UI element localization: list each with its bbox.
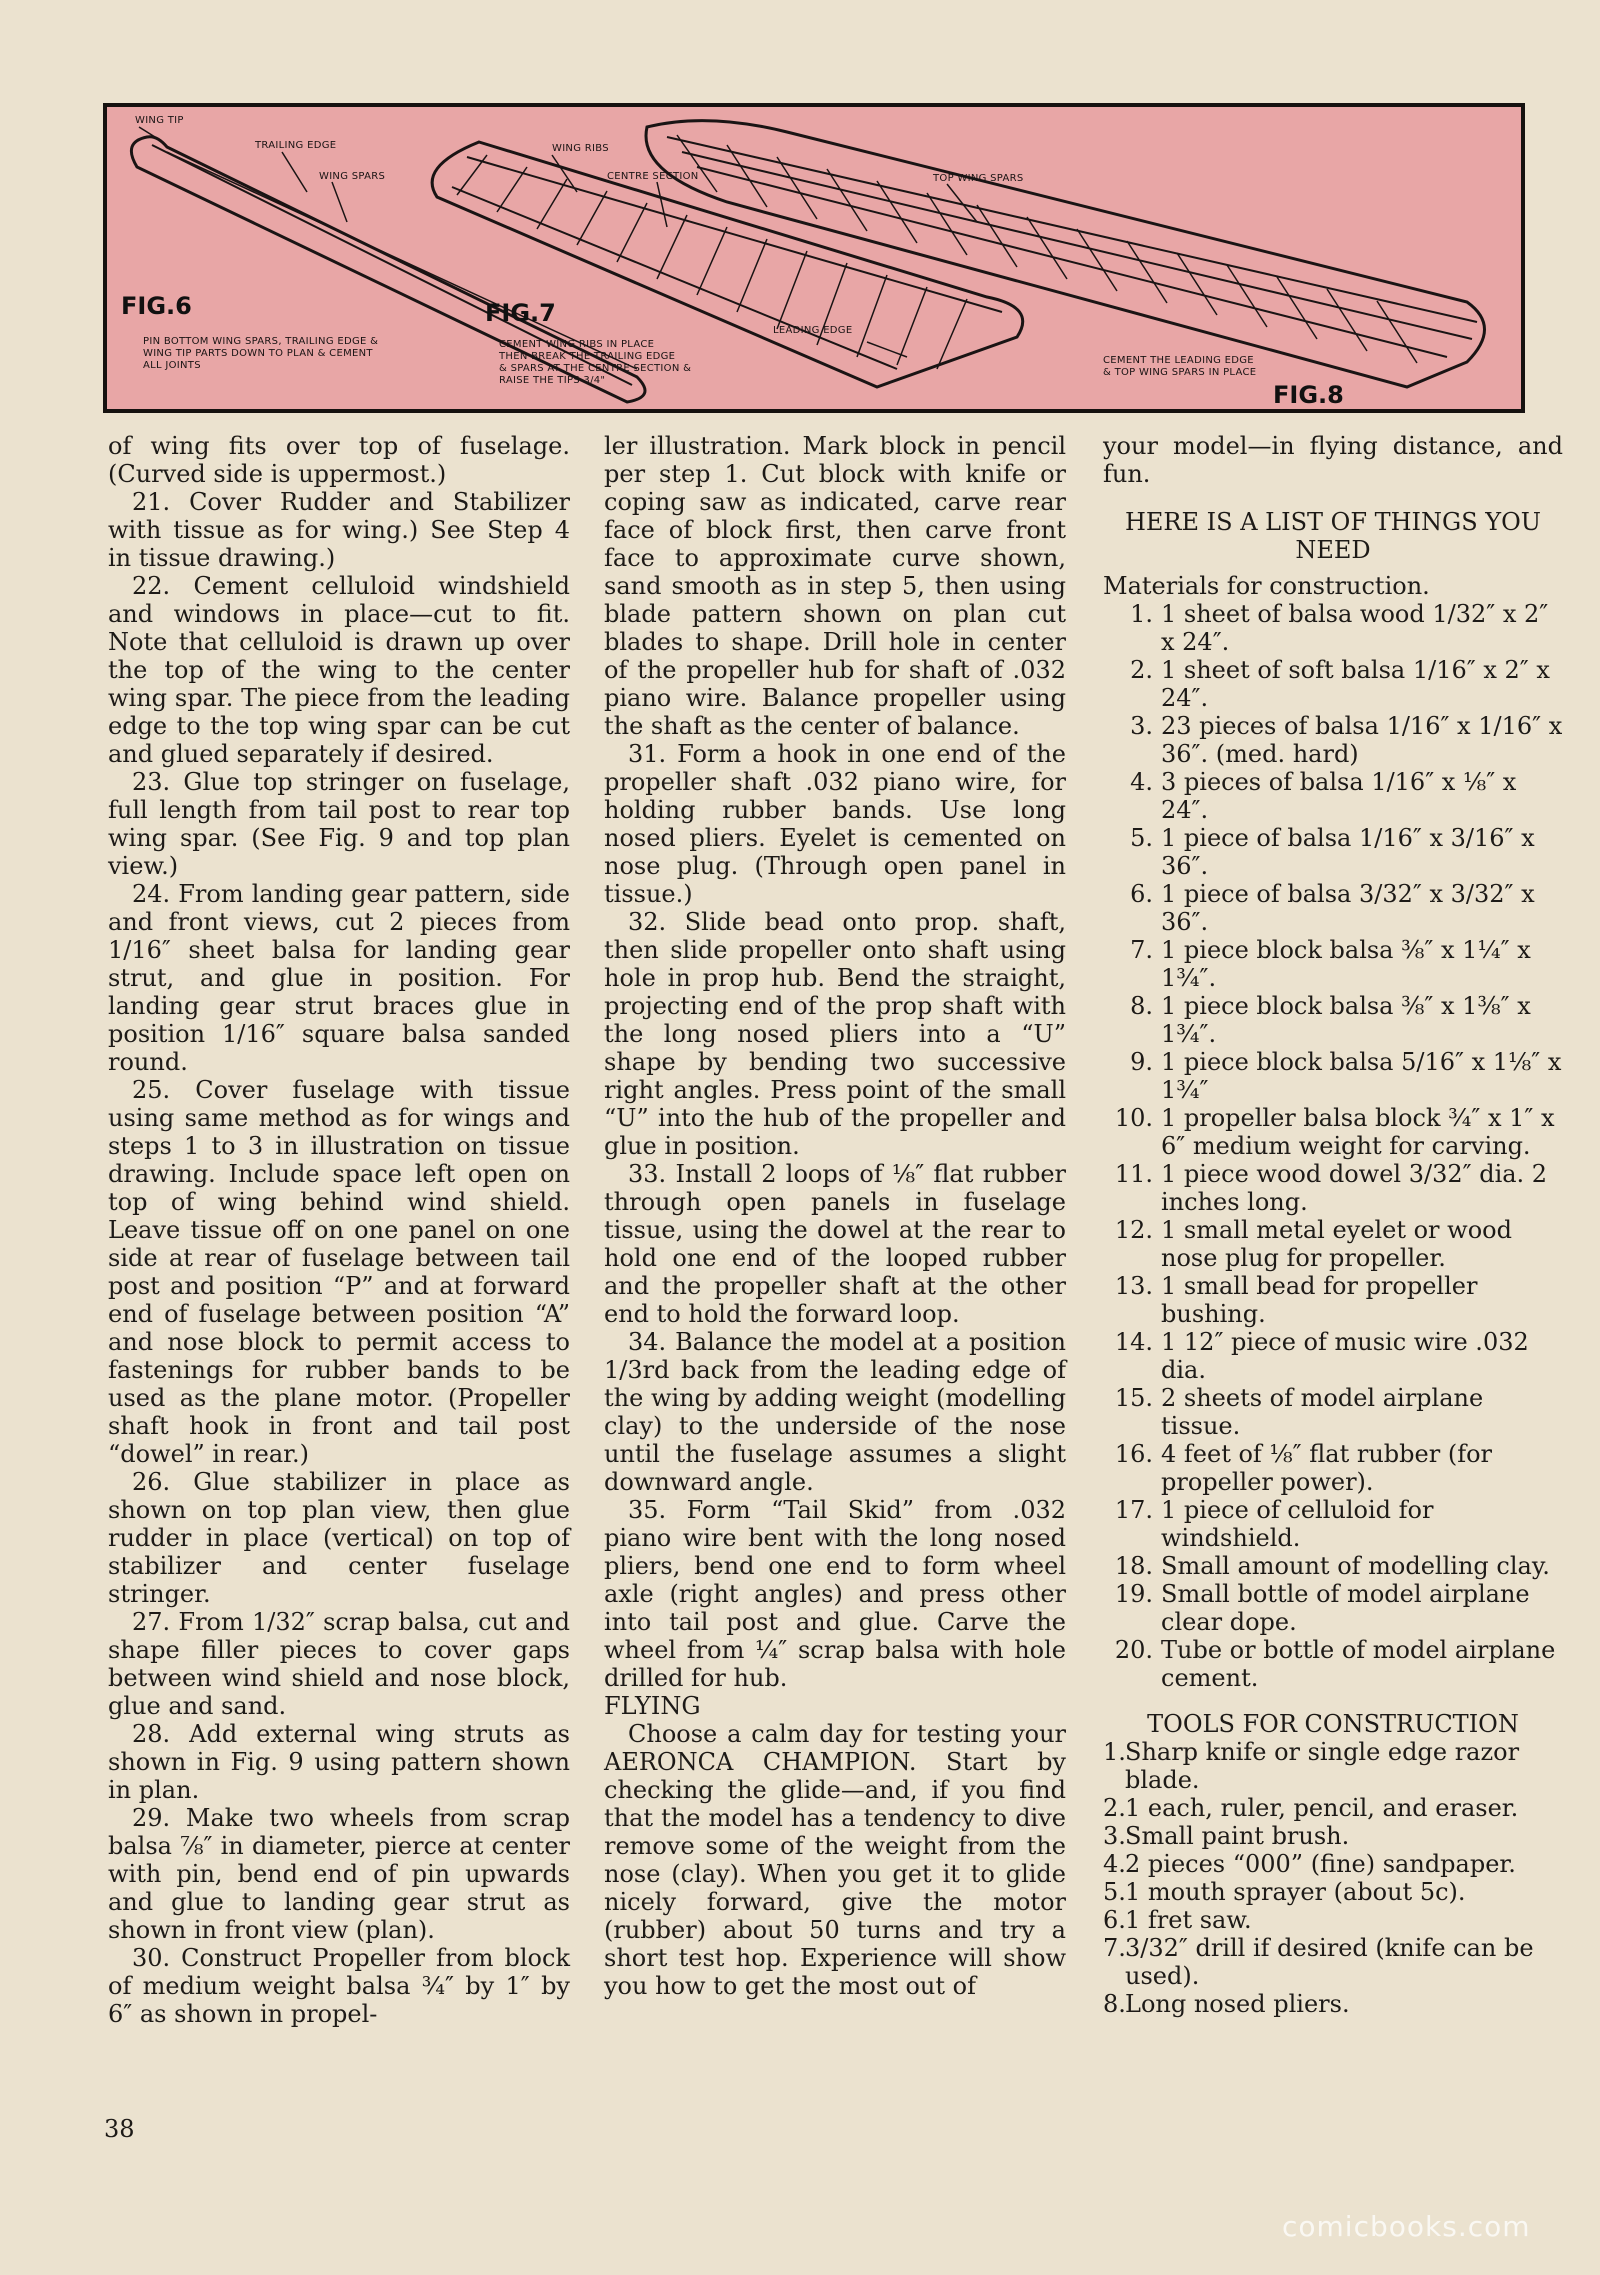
list-item xyxy=(1103,1272,1563,1328)
list-item-number: 5. xyxy=(1103,1878,1126,1906)
list-item xyxy=(1103,1878,1563,1906)
list-item xyxy=(1103,992,1563,1048)
step-23: 23. Glue top stringer on fuselage, full length from tail post to rear top wing spar. (See Fig. 9 and top plan view.) xyxy=(108,768,570,880)
list-item-text: 1 small metal eyelet or wood nose plug for propeller. xyxy=(1161,1216,1512,1272)
tools-heading: TOOLS FOR CONSTRUCTION xyxy=(1147,1710,1519,1738)
list-heading: HERE IS A LIST OF THINGS YOU NEED xyxy=(1124,508,1542,564)
list-item-number: 12. xyxy=(1114,1216,1153,1244)
list-item-text: Long nosed pliers. xyxy=(1125,1990,1350,2018)
fig7-note-line: CEMENT WING RIBS IN PLACE xyxy=(499,339,655,350)
list-item xyxy=(1103,936,1563,992)
list-item-text: 1 piece of celluloid for windshield. xyxy=(1161,1496,1434,1552)
list-item xyxy=(1103,1496,1563,1552)
list-item xyxy=(1103,1934,1563,1990)
list-item-number: 10. xyxy=(1114,1104,1153,1132)
list-item-number: 6. xyxy=(1103,1906,1126,1934)
list-item xyxy=(1103,1160,1563,1216)
list-item xyxy=(1103,1552,1563,1580)
list-item-text: Sharp knife or single edge razor blade. xyxy=(1125,1738,1520,1794)
list-item-number: 15. xyxy=(1114,1384,1153,1412)
fig7-note xyxy=(499,339,691,387)
label-leader-lines xyxy=(139,127,977,357)
list-item-text: Small amount of modelling clay. xyxy=(1161,1552,1550,1580)
continued-text: ler illustration. Mark block in pencil per step 1. Cut block with knife or coping saw as indicated, carve rear face of block first, then carve front face to approximate curve shown, sand smooth as in step 5, then using blade pattern shown on plan cut blades to shape. Drill hole in center of the propeller hub for shaft of .032 piano wire. Balance propeller using the shaft as the center of balance. xyxy=(604,432,1066,740)
step-29: 29. Make two wheels from scrap balsa ⅞″ in diameter, pierce at center with pin, bend end of pin upwards and glue to landing gear strut as shown in front view (plan). xyxy=(108,1804,570,1944)
list-item-number: 5. xyxy=(1130,824,1153,852)
fig7-note-line: RAISE THE TIPS 3/4" xyxy=(499,375,606,386)
label-centre-section: CENTRE SECTION xyxy=(607,171,699,182)
list-item-text: 3 pieces of balsa 1/16″ x ⅛″ x 24″. xyxy=(1161,768,1517,824)
list-item-number: 2. xyxy=(1130,656,1153,684)
list-item-text: 1 sheet of balsa wood 1/32″ x 2″ x 24″. xyxy=(1161,600,1549,656)
step-22: 22. Cement celluloid windshield and windows in place—cut to fit. Note that celluloid is drawn up over the top of the wing to the center wing spar. The piece from the leading edge to the top wing spar can be cut and glued separately if desired. xyxy=(108,572,570,768)
fig6-title: FIG.6 xyxy=(121,292,192,320)
fig7-note-line: THEN BREAK THE TRAILING EDGE xyxy=(499,351,676,362)
list-item-number: 13. xyxy=(1114,1272,1153,1300)
label-wing-ribs: WING RIBS xyxy=(552,143,609,154)
step-30: 30. Construct Propeller from block of medium weight balsa ¾″ by 1″ by 6″ as shown in propel- xyxy=(108,1944,570,2028)
list-item xyxy=(1103,768,1563,824)
list-item-number: 16. xyxy=(1114,1440,1153,1468)
list-item-text: 1 piece of balsa 1/16″ x 3/16″ x 36″. xyxy=(1161,824,1535,880)
list-item-number: 14. xyxy=(1114,1328,1153,1356)
wing-construction-illustration xyxy=(103,103,1525,413)
list-item xyxy=(1103,1906,1563,1934)
tools-list xyxy=(1103,1738,1563,2018)
list-item xyxy=(1103,1990,1563,2018)
list-item-text: 1 12″ piece of music wire .032 dia. xyxy=(1161,1328,1529,1384)
page-number: 38 xyxy=(104,2115,135,2143)
list-item-text: 1 piece block balsa ⅜″ x 1¼″ x 1¾″. xyxy=(1161,936,1531,992)
label-trailing-edge: TRAILING EDGE xyxy=(255,140,337,151)
list-item xyxy=(1103,1440,1563,1496)
list-item-text: 1 small bead for propeller bushing. xyxy=(1161,1272,1478,1328)
materials-label: Materials for construction. xyxy=(1103,572,1430,600)
list-item-number: 18. xyxy=(1114,1552,1153,1580)
fig8-note-line: CEMENT THE LEADING EDGE xyxy=(1103,355,1254,366)
flying-heading: FLYING xyxy=(604,1692,701,1720)
list-item xyxy=(1103,1850,1563,1878)
list-item-text: 4 feet of ⅛″ flat rubber (for propeller power). xyxy=(1161,1440,1492,1496)
list-item-number: 4. xyxy=(1103,1850,1126,1878)
list-item-text: 1 piece block balsa 5/16″ x 1⅛″ x 1¾″ xyxy=(1161,1048,1562,1104)
flying-text: Choose a calm day for testing your AERONCA CHAMPION. Start by checking the glide—and, if you find that the model has a tendency to dive remove some of the weight from the nose (clay). When you get it to glide nicely forward, give the motor (rubber) about 50 turns and try a short test hop. Experience will show you how to get the most out of xyxy=(604,1720,1066,2000)
list-item xyxy=(1103,1636,1563,1692)
list-item xyxy=(1103,1384,1563,1440)
step-26: 26. Glue stabilizer in place as shown on top plan view, then glue rudder in place (vertical) on top of stabilizer and center fuselage stringer. xyxy=(108,1468,570,1608)
list-item-number: 6. xyxy=(1130,880,1153,908)
list-item xyxy=(1103,1328,1563,1384)
fig6-note-line: PIN BOTTOM WING SPARS, TRAILING EDGE & xyxy=(143,336,379,347)
list-item-number: 8. xyxy=(1103,1990,1126,2018)
column-right xyxy=(1103,432,1563,2018)
list-item-text: 2 pieces “000” (fine) sandpaper. xyxy=(1125,1850,1516,1878)
list-item-text: 1 piece of balsa 3/32″ x 3/32″ x 36″. xyxy=(1161,880,1535,936)
list-item xyxy=(1103,880,1563,936)
fig8-title: FIG.8 xyxy=(1273,381,1344,409)
list-item-number: 1. xyxy=(1130,600,1153,628)
fig6-note-line: ALL JOINTS xyxy=(143,360,201,371)
step-33: 33. Install 2 loops of ⅛″ flat rubber through open panels in fuselage tissue, using the dowel at the rear to hold one end of the looped rubber and the propeller shaft at the other end to hold the forward loop. xyxy=(604,1160,1066,1328)
list-item-text: 2 sheets of model airplane tissue. xyxy=(1161,1384,1484,1440)
label-wing-spars: WING SPARS xyxy=(319,171,386,182)
list-item-number: 4. xyxy=(1130,768,1153,796)
list-item xyxy=(1103,824,1563,880)
step-25: 25. Cover fuselage with tissue using same method as for wings and steps 1 to 3 in illustration on tissue drawing. Include space left open on top of wing behind wind shield. Leave tissue off on one panel on one side at rear of fuselage between tail post and position “P” and at forward end of fuselage between position “A” and nose block to permit access to fastenings for rubber bands to be used as the plane motor. (Propeller shaft hook in front and tail post “dowel” in rear.) xyxy=(108,1076,570,1468)
list-item-number: 7. xyxy=(1103,1934,1126,1962)
list-item-text: 1 propeller balsa block ¾″ x 1″ x 6″ medium weight for carving. xyxy=(1161,1104,1555,1160)
list-item xyxy=(1103,600,1563,656)
step-34: 34. Balance the model at a position 1/3rd back from the leading edge of the wing by adding weight (modelling clay) to the underside of the nose until the fuselage assumes a slight downward angle. xyxy=(604,1328,1066,1496)
step-27: 27. From 1/32″ scrap balsa, cut and shape filler pieces to cover gaps between wind shield and nose block, glue and sand. xyxy=(108,1608,570,1720)
column-middle xyxy=(604,432,1066,2000)
continued-text: of wing fits over top of fuselage. (Curved side is uppermost.) xyxy=(108,432,570,488)
fig7-note-line: & SPARS AT THE CENTRE SECTION & xyxy=(499,363,692,374)
label-leading-edge: LEADING EDGE xyxy=(773,325,853,336)
materials-list xyxy=(1103,600,1563,1692)
list-item-text: 1 each, ruler, pencil, and eraser. xyxy=(1125,1794,1519,1822)
label-top-wing-spars: TOP WING SPARS xyxy=(933,173,1024,184)
fig6-note xyxy=(143,336,378,372)
list-item-text: 1 mouth sprayer (about 5c). xyxy=(1125,1878,1466,1906)
list-item-text: 1 fret saw. xyxy=(1125,1906,1252,1934)
list-item xyxy=(1103,1216,1563,1272)
fig8-wing-complete xyxy=(646,121,1485,387)
list-item-number: 17. xyxy=(1114,1496,1153,1524)
watermark: comicbooks.com xyxy=(1282,2210,1531,2243)
list-item-number: 8. xyxy=(1130,992,1153,1020)
step-35: 35. Form “Tail Skid” from .032 piano wire bent with the long nosed pliers, bend one end to form wheel axle (right angles) and press other into tail post and glue. Carve the wheel from ¼″ scrap balsa with hole drilled for hub. xyxy=(604,1496,1066,1692)
list-item-text: 1 sheet of soft balsa 1/16″ x 2″ x 24″. xyxy=(1161,656,1550,712)
step-28: 28. Add external wing struts as shown in Fig. 9 using pattern shown in plan. xyxy=(108,1720,570,1804)
fig8-note-line: & TOP WING SPARS IN PLACE xyxy=(1103,367,1257,378)
step-24: 24. From landing gear pattern, side and front views, cut 2 pieces from 1/16″ sheet balsa for landing gear strut, and glue in position. For landing gear strut braces glue in position 1/16″ square balsa sanded round. xyxy=(108,880,570,1076)
list-item xyxy=(1103,1738,1563,1794)
step-32: 32. Slide bead onto prop. shaft, then slide propeller onto shaft using hole in prop hub. Bend the straight, projecting end of the prop shaft with the long nosed pliers into a “U” shape by bending two successive right angles. Press point of the small “U” into the hub of the propeller and glue in position. xyxy=(604,908,1066,1160)
list-item-number: 3. xyxy=(1103,1822,1126,1850)
list-item xyxy=(1103,1048,1563,1104)
list-item-number: 7. xyxy=(1130,936,1153,964)
list-item xyxy=(1103,1794,1563,1822)
column-left xyxy=(108,432,570,2028)
step-21: 21. Cover Rudder and Stabilizer with tissue as for wing.) See Step 4 in tissue drawing.) xyxy=(108,488,570,572)
list-item-number: 3. xyxy=(1130,712,1153,740)
list-item-number: 1. xyxy=(1103,1738,1126,1766)
list-item-number: 2. xyxy=(1103,1794,1126,1822)
step-31: 31. Form a hook in one end of the propeller shaft .032 piano wire, for holding rubber bands. Use long nosed pliers. Eyelet is cemented on nose plug. (Through open panel in tissue.) xyxy=(604,740,1066,908)
fig8-note xyxy=(1103,355,1256,379)
fig7-title: FIG.7 xyxy=(485,299,556,327)
list-item-text: 23 pieces of balsa 1/16″ x 1/16″ x 36″. (med. hard) xyxy=(1161,712,1563,768)
fig6-note-line: WING TIP PARTS DOWN TO PLAN & CEMENT xyxy=(143,348,373,359)
list-item-text: 1 piece wood dowel 3/32″ dia. 2 inches long. xyxy=(1161,1160,1548,1216)
list-item-number: 11. xyxy=(1114,1160,1153,1188)
list-item-number: 9. xyxy=(1130,1048,1153,1076)
list-item xyxy=(1103,712,1563,768)
list-item-number: 19. xyxy=(1114,1580,1153,1608)
list-item xyxy=(1103,656,1563,712)
list-item xyxy=(1103,1104,1563,1160)
list-item-text: 1 piece block balsa ⅜″ x 1⅜″ x 1¾″. xyxy=(1161,992,1531,1048)
list-item xyxy=(1103,1580,1563,1636)
list-item xyxy=(1103,1822,1563,1850)
list-item-number: 20. xyxy=(1114,1636,1153,1664)
list-item-text: Small paint brush. xyxy=(1125,1822,1350,1850)
list-item-text: 3/32″ drill if desired (knife can be used). xyxy=(1125,1934,1534,1990)
list-item-text: Tube or bottle of model airplane cement. xyxy=(1161,1636,1556,1692)
continued-text: your model—in flying distance, and fun. xyxy=(1103,432,1563,488)
label-wing-tip: WING TIP xyxy=(135,115,184,126)
list-item-text: Small bottle of model airplane clear dope. xyxy=(1161,1580,1530,1636)
